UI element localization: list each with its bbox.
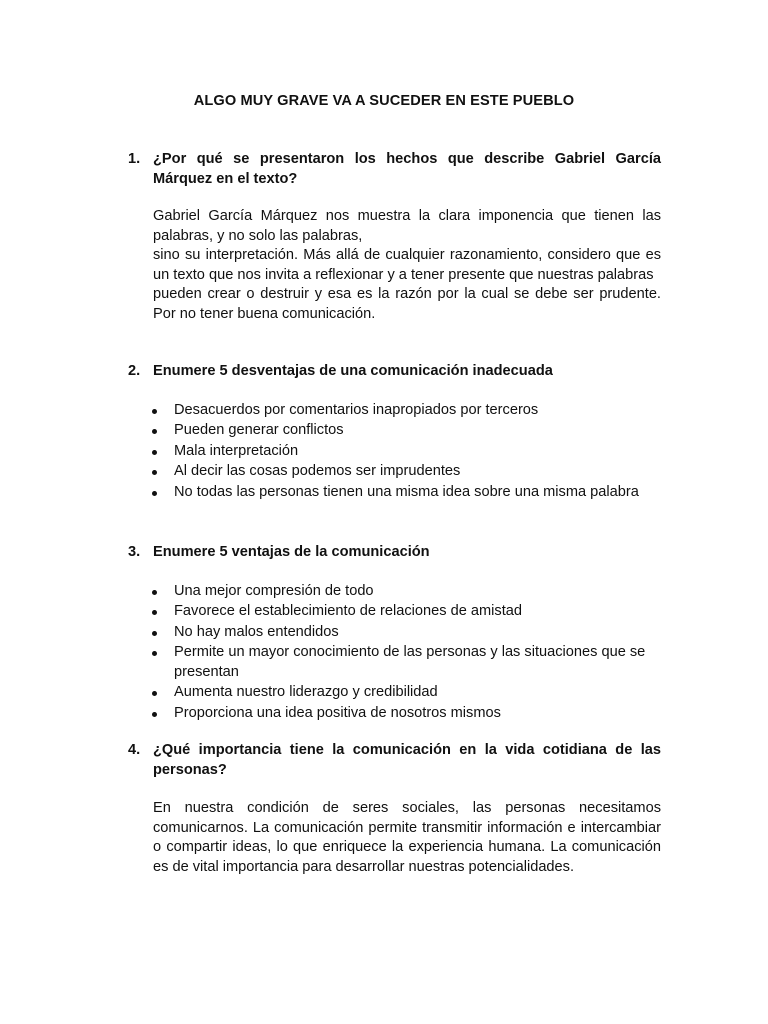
list-item: Pueden generar conflictos — [150, 421, 670, 441]
question-1-text: ¿Por qué se presentaron los hechos que describe Gabriel García Márquez en el texto? — [153, 151, 661, 187]
bullet-icon — [152, 409, 157, 414]
question-2-number: 2. — [128, 363, 141, 379]
bullet-icon — [152, 651, 157, 656]
disadvantages-list — [150, 401, 670, 503]
question-2-text: Enumere 5 desventajas de una comunicación inadecuada — [153, 363, 553, 379]
answer-1-line-3: pueden crear o destruir y esa es la razón por la cual se debe ser prudente. Por no tener buena comunicación. — [153, 286, 661, 322]
bullet-icon — [152, 491, 157, 496]
question-4 — [128, 741, 661, 780]
answer-4-text: En nuestra condición de seres sociales, las personas necesitamos comunicarnos. La comunicación permite transmitir información e intercambiar o compartir ideas, lo que enriquece la experiencia humana. La comunicación es de vital importancia para desarrollar nuestras potencialidades. — [153, 800, 661, 875]
question-4-text: ¿Qué importancia tiene la comunicación en la vida cotidiana de las personas? — [153, 742, 661, 778]
list-item: Favorece el establecimiento de relaciones de amistad — [150, 602, 670, 622]
list-item: Aumenta nuestro liderazgo y credibilidad — [150, 683, 670, 703]
bullet-icon — [152, 429, 157, 434]
question-3-text: Enumere 5 ventajas de la comunicación — [153, 544, 430, 560]
list-item: Permite un mayor conocimiento de las personas y las situaciones que se presentan — [150, 643, 660, 682]
list-item: Mala interpretación — [150, 442, 670, 462]
list-item: Al decir las cosas podemos ser imprudentes — [150, 462, 670, 482]
question-3 — [128, 543, 661, 563]
bullet-icon — [152, 450, 157, 455]
question-1-number: 1. — [128, 151, 141, 167]
bullet-icon — [152, 691, 157, 696]
bullet-icon — [152, 631, 157, 636]
bullet-icon — [152, 470, 157, 475]
answer-1-line-1: Gabriel García Márquez nos muestra la clara imponencia que tienen las palabras, y no solo las palabras, — [153, 208, 661, 244]
document-title: ALGO MUY GRAVE VA A SUCEDER EN ESTE PUEBLO — [193, 93, 575, 109]
list-item: No hay malos entendidos — [150, 623, 670, 643]
answer-4 — [153, 799, 661, 877]
list-item: No todas las personas tienen una misma idea sobre una misma palabra — [150, 483, 670, 503]
advantages-list — [150, 582, 670, 724]
answer-1-line-2: sino su interpretación. Más allá de cualquier razonamiento, considero que es un texto que nos invita a reflexionar y a tener presente que nuestras palabras — [153, 247, 661, 283]
question-4-number: 4. — [128, 742, 141, 758]
bullet-icon — [152, 590, 157, 595]
list-item: Proporciona una idea positiva de nosotros mismos — [150, 704, 670, 724]
bullet-icon — [152, 610, 157, 615]
answer-1 — [153, 207, 661, 325]
question-3-number: 3. — [128, 544, 141, 560]
bullet-icon — [152, 712, 157, 717]
list-item: Una mejor compresión de todo — [150, 582, 670, 602]
question-1 — [128, 150, 661, 189]
list-item: Desacuerdos por comentarios inapropiados por terceros — [150, 401, 670, 421]
question-2 — [128, 362, 661, 382]
